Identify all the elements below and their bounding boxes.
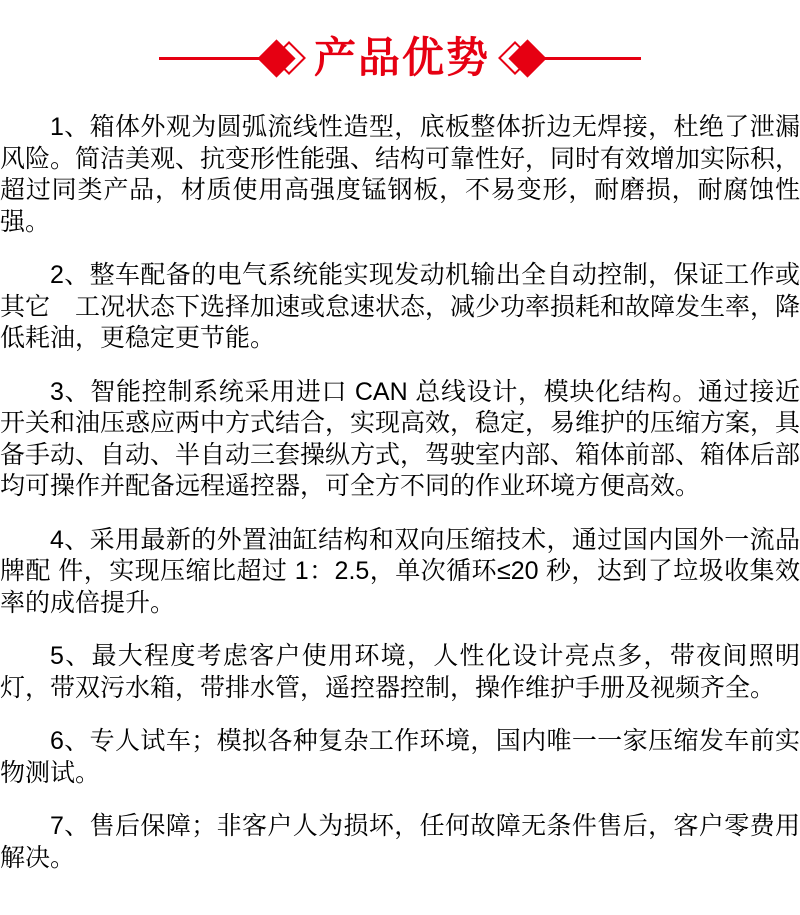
advantages-list — [0, 112, 800, 874]
advantage-paragraph-5: 5、最大程度考虑客户使用环境，人性化设计亮点多，带夜间照明灯，带双污水箱，带排水管，遥控器控制，操作维护手册及视频齐全。 — [0, 642, 800, 702]
advantage-paragraph-6: 6、专人试车；模拟各种复杂工作环境，国内唯一一家压缩发车前实物测试。 — [0, 727, 800, 787]
advantage-paragraph-3: 3、智能控制系统采用进口 CAN 总线设计，模块化结构。通过接近开关和油压惑应两中方式结合，实现高效，稳定，易维护的压缩方案，具备手动、自动、半自动三套操纵方式，驾驶室内部、箱体前部、箱体后部均可操作并配备远程遥控器，可全方不同的作业环境方便高效。 — [0, 377, 800, 500]
decorative-line-right — [541, 57, 641, 60]
advantage-paragraph-2: 2、整车配备的电气系统能实现发动机输出全自动控制，保证工作或其它 工况状态下选择加速或怠速状态，减少功率损耗和故障发生率，降低耗油，更稳定更节能。 — [0, 261, 800, 352]
advantage-paragraph-7: 7、售后保障；非客户人为损坏，任何故障无条件售后，客户零费用解决。 — [0, 812, 800, 872]
section-header — [0, 24, 800, 92]
advantage-paragraph-1: 1、箱体外观为圆弧流线性造型，底板整体折边无焊接，杜绝了泄漏风险。简洁美观、抗变形性能强、结构可靠性好，同时有效增加实际积，超过同类产品，材质使用高强度锰钢板，不易变形，耐磨损，耐腐蚀性强。 — [0, 113, 800, 236]
diamond-ornament-right — [503, 45, 541, 72]
diamond-ornament-left — [263, 45, 301, 72]
decorative-line-left — [159, 57, 263, 60]
product-advantages-page — [0, 24, 800, 915]
advantage-paragraph-4: 4、采用最新的外置油缸结构和双向压缩技术，通过国内国外一流品牌配 件，实现压缩比超过 1：2.5，单次循环≤20 秒，达到了垃圾收集效率的成倍提升。 — [0, 525, 800, 617]
page-title: 产品优势 — [313, 34, 490, 81]
